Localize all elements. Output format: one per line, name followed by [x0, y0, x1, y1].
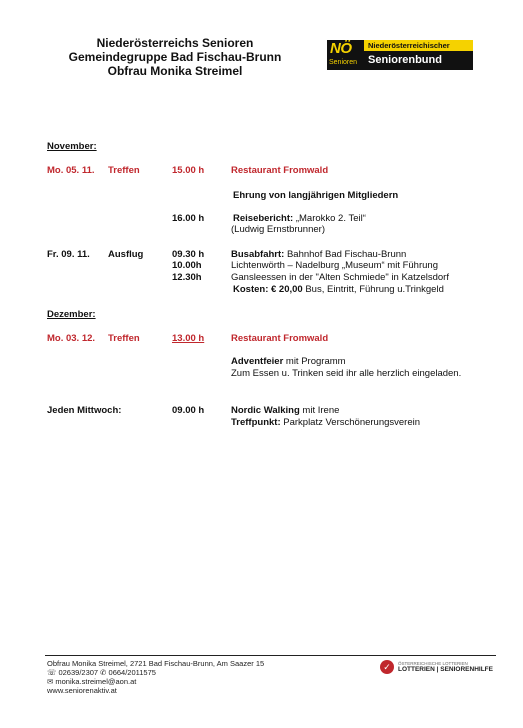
- event-line: Gansleessen in der "Alten Schmiede" in Katzelsdorf: [231, 272, 449, 283]
- event-time: 12.30h: [172, 272, 202, 283]
- lotterien-icon: ✓: [380, 660, 394, 674]
- event-type: Treffen: [108, 165, 140, 176]
- note-rest: „Marokko 2. Teil“: [293, 213, 366, 224]
- footer-address: Obfrau Monika Streimel, 2721 Bad Fischau-Brunn, Am Saazer 15: [47, 659, 265, 668]
- event-line: Lichtenwörth – Nadelburg „Museum“ mit Führung: [231, 260, 438, 271]
- line-rest: Parkplatz Verschönerungsverein: [280, 417, 421, 428]
- weekly-label: Jeden Mittwoch:: [47, 405, 122, 416]
- event-cost: [233, 284, 444, 295]
- section-november: November:: [47, 141, 97, 152]
- header-line-3: Obfrau Monika Streimel: [107, 64, 243, 78]
- line-bold: Adventfeier: [231, 356, 284, 367]
- event-date: Fr. 09. 11.: [47, 249, 90, 260]
- event-line: Zum Essen u. Trinken seid ihr alle herzlich eingeladen.: [231, 368, 462, 379]
- event-date: Mo. 03. 12.: [47, 333, 96, 344]
- weekly-line: [231, 417, 420, 428]
- logo-bottom-text: Seniorenbund: [364, 51, 473, 70]
- cost-bold: Kosten: € 20,00: [233, 284, 303, 295]
- logo-mark-text: NÖ: [330, 40, 352, 57]
- event-place: Restaurant Fromwald: [231, 165, 329, 176]
- event-note-2: [233, 213, 366, 224]
- seniorenbund-logo: [327, 40, 473, 70]
- header-line-1: Niederösterreichs Senioren: [96, 36, 254, 50]
- line-bold: Nordic Walking: [231, 405, 300, 416]
- event-type: Ausflug: [108, 249, 144, 260]
- lotterien-big-text: LOTTERIEN | SENIORENHILFE: [398, 666, 493, 673]
- lotterien-logo: [380, 659, 498, 675]
- event-line: [231, 249, 406, 260]
- line-bold: Treffpunkt:: [231, 417, 281, 428]
- event-line: [231, 356, 346, 367]
- line-rest: mit Irene: [299, 405, 340, 416]
- footer-website[interactable]: www.seniorenaktiv.at: [47, 686, 117, 695]
- header-block: [60, 36, 290, 78]
- line-rest: Bahnhof Bad Fischau-Brunn: [284, 249, 407, 260]
- logo-mark: [327, 40, 364, 70]
- section-dezember: Dezember:: [47, 309, 96, 320]
- event-time: 15.00 h: [172, 165, 205, 176]
- weekly-time: 09.00 h: [172, 405, 205, 416]
- weekly-line: [231, 405, 339, 416]
- line-rest: mit Programm: [283, 356, 346, 367]
- note-bold: Reisebericht:: [233, 213, 294, 224]
- event-note: Ehrung von langjährigen Mitgliedern: [233, 190, 399, 201]
- cost-rest: Bus, Eintritt, Führung u.Trinkgeld: [302, 284, 444, 295]
- line-bold: Busabfahrt:: [231, 249, 285, 260]
- footer-email[interactable]: ✉ monika.streimel@aon.at: [47, 677, 137, 686]
- event-type: Treffen: [108, 333, 140, 344]
- event-date: Mo. 05. 11.: [47, 165, 95, 176]
- lotterien-small-text: ÖSTERREICHISCHE LOTTERIEN: [398, 661, 468, 666]
- event-note-sub: (Ludwig Ernstbrunner): [231, 224, 325, 235]
- footer-phone: ☏ 02639/2307 ✆ 0664/2011575: [47, 668, 156, 677]
- logo-top-text: Niederösterreichischer: [364, 40, 473, 51]
- event-time: 09.30 h: [172, 249, 205, 260]
- event-place: Restaurant Fromwald: [231, 333, 329, 344]
- header-line-2: Gemeindegruppe Bad Fischau-Brunn: [68, 50, 282, 64]
- event-time: 10.00h: [172, 260, 202, 271]
- footer-divider: [45, 655, 496, 656]
- event-time-2: 16.00 h: [172, 213, 205, 224]
- logo-mark-sub: Senioren: [329, 59, 358, 66]
- event-time: 13.00 h: [172, 333, 205, 344]
